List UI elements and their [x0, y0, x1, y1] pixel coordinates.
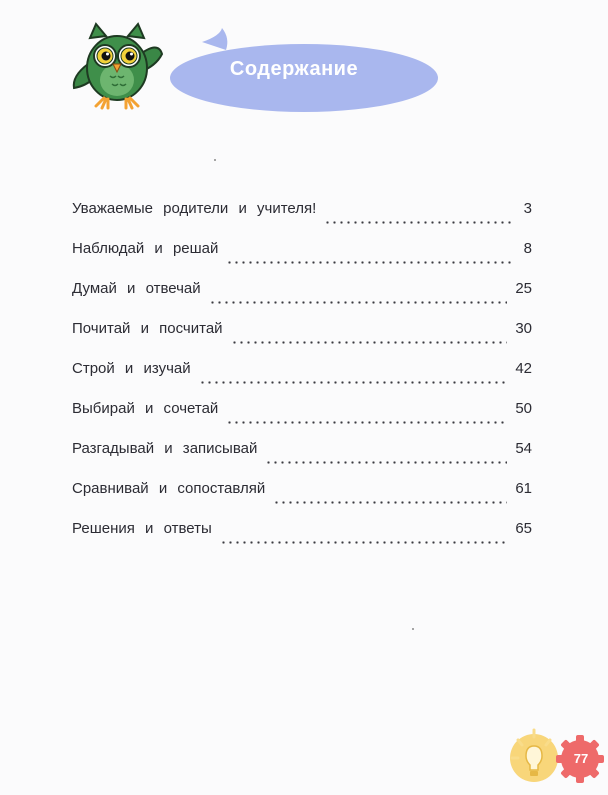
- toc-entry-title: Думай и отвечай: [72, 280, 201, 297]
- toc-entry-title: Сравнивай и сопоставляй: [72, 480, 266, 497]
- dot-leader: [199, 381, 508, 384]
- toc-entry-title: Разгадывай и записывай: [72, 440, 258, 457]
- toc-entry-page: 8: [523, 240, 532, 257]
- toc-entry-title: Почитай и посчитай: [72, 320, 223, 337]
- toc-entry[interactable]: [72, 360, 532, 400]
- toc-entry-page: 65: [515, 520, 532, 537]
- dot-leader: [324, 221, 512, 224]
- dot-leader: [220, 541, 508, 544]
- toc-entry-title: Уважаемые родители и учителя!: [72, 200, 317, 217]
- toc-entry[interactable]: [72, 200, 532, 240]
- toc-entry-title: Строй и изучай: [72, 360, 191, 377]
- lightbulb-icon: [510, 730, 558, 782]
- dot-leader: [273, 501, 507, 504]
- dot-leader: [226, 421, 507, 424]
- toc-entry[interactable]: [72, 320, 532, 360]
- toc-entry-title: Решения и ответы: [72, 520, 212, 537]
- toc-entry[interactable]: [72, 400, 532, 440]
- toc-entry[interactable]: [72, 280, 532, 320]
- scan-speck: [412, 628, 414, 630]
- toc-entry-page: 50: [515, 400, 532, 417]
- toc-entry-page: 54: [515, 440, 532, 457]
- toc-entry-page: 3: [523, 200, 532, 217]
- toc-entry-title: Выбирай и сочетай: [72, 400, 219, 417]
- dot-leader: [209, 301, 508, 304]
- page-title: Содержание: [229, 58, 359, 80]
- page-number: 77: [573, 751, 589, 766]
- toc-entry[interactable]: [72, 440, 532, 480]
- owl-mascot-icon: [66, 20, 178, 112]
- dot-leader: [231, 341, 508, 344]
- toc-entry-page: 42: [515, 360, 532, 377]
- toc-entry-page: 61: [515, 480, 532, 497]
- table-of-contents: [72, 200, 532, 560]
- scan-speck: [214, 159, 216, 161]
- toc-entry-title: Наблюдай и решай: [72, 240, 219, 257]
- toc-entry[interactable]: [72, 480, 532, 520]
- toc-entry[interactable]: [72, 520, 532, 560]
- toc-entry-page: 25: [515, 280, 532, 297]
- dot-leader: [265, 461, 507, 464]
- toc-entry-page: 30: [515, 320, 532, 337]
- toc-entry[interactable]: [72, 240, 532, 280]
- dot-leader: [226, 261, 512, 264]
